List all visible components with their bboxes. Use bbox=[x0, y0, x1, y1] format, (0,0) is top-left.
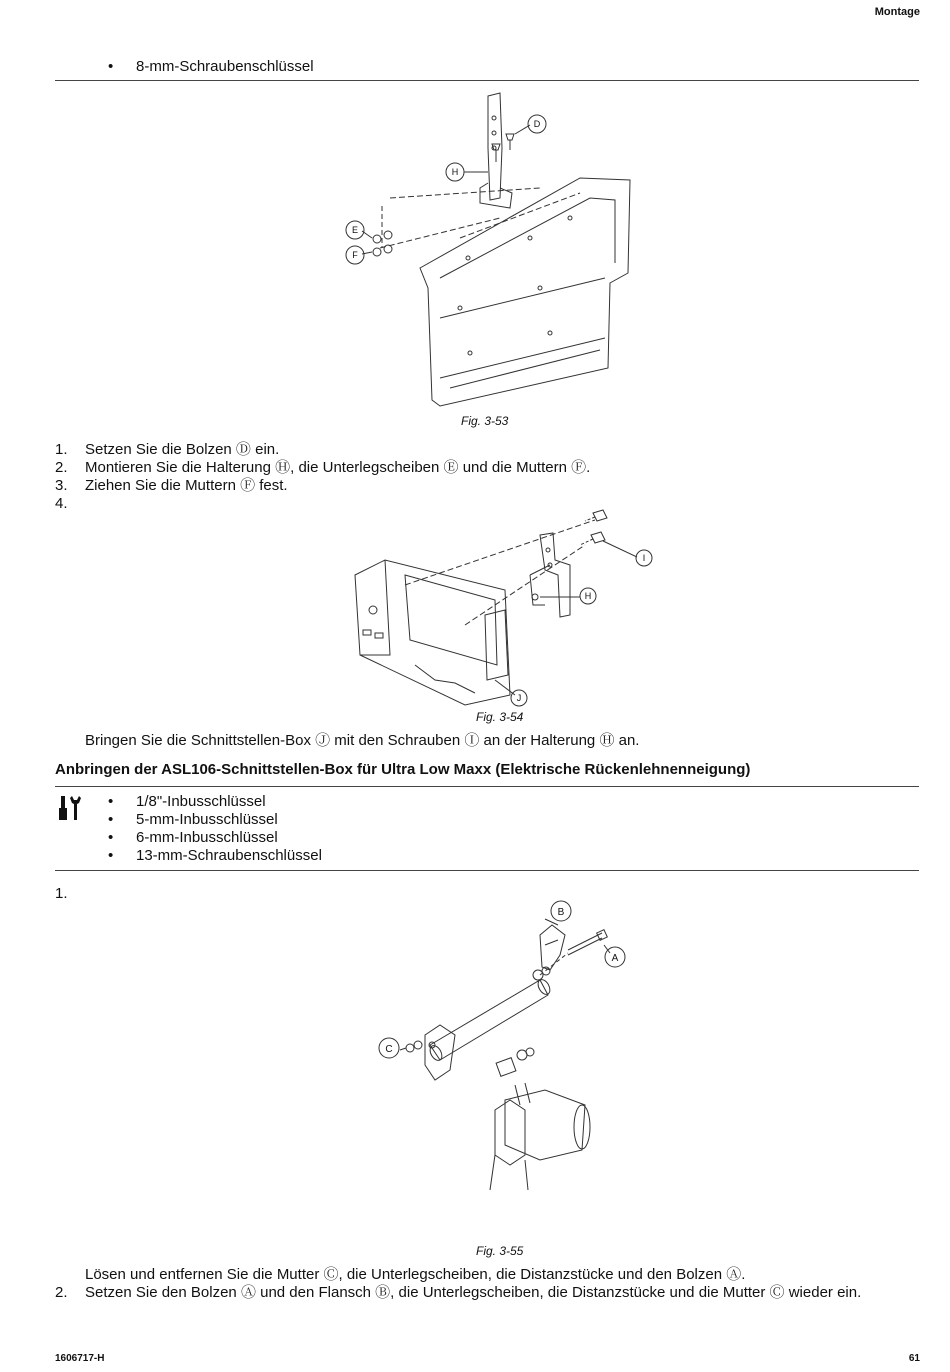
callout-h: H bbox=[584, 591, 592, 601]
section-heading: Anbringen der ASL106-Schnittstellen-Box für Ultra Low Maxx (Elektrische Rückenlehnenneigung) bbox=[55, 761, 751, 778]
list-item: 2. Setzen Sie den Bolzen Ⓐ und den Flansch Ⓑ, die Unterlegscheiben, die Distanzstücke und die Mutter Ⓒ wieder ein. bbox=[55, 1284, 862, 1301]
tool-item: • 1/8"-Inbusschlüssel bbox=[108, 793, 266, 810]
callout-d: D bbox=[533, 119, 541, 129]
tool-item: • 6-mm-Inbusschlüssel bbox=[108, 829, 278, 846]
tool-item: • 8-mm-Schraubenschlüssel bbox=[108, 58, 314, 75]
figure-3-55 bbox=[370, 895, 650, 1195]
running-header: Montage bbox=[874, 6, 920, 18]
figure-3-54 bbox=[345, 505, 665, 710]
tools-icon bbox=[58, 794, 84, 822]
tool-item: • 5-mm-Inbusschlüssel bbox=[108, 811, 278, 828]
list-item: 1. Setzen Sie die Bolzen Ⓓ ein. bbox=[55, 441, 280, 458]
step-text: Lösen und entfernen Sie die Mutter Ⓒ, die Unterlegscheiben, die Distanzstücke und den Bolzen Ⓐ. bbox=[85, 1266, 746, 1283]
callout-f: F bbox=[352, 250, 358, 260]
page-number: 61 bbox=[908, 1353, 920, 1364]
figure-caption: Fig. 3-54 bbox=[476, 710, 524, 724]
tool-item: • 13-mm-Schraubenschlüssel bbox=[108, 847, 322, 864]
divider bbox=[55, 870, 919, 871]
figure-caption: Fig. 3-55 bbox=[476, 1244, 524, 1258]
divider bbox=[55, 80, 919, 81]
list-item: 4. bbox=[55, 495, 68, 512]
callout-e: E bbox=[351, 225, 359, 235]
list-item: 3. Ziehen Sie die Muttern Ⓕ fest. bbox=[55, 477, 288, 494]
step-text: Bringen Sie die Schnittstellen-Box Ⓙ mit den Schrauben Ⓘ an der Halterung Ⓗ an. bbox=[85, 732, 640, 749]
list-item: 2. Montieren Sie die Halterung Ⓗ, die Unterlegscheiben Ⓔ und die Muttern Ⓕ. bbox=[55, 459, 591, 476]
document-number: 1606717-H bbox=[55, 1353, 105, 1364]
figure-3-53 bbox=[340, 88, 640, 413]
callout-h: H bbox=[451, 167, 459, 177]
list-item: 1. bbox=[55, 885, 68, 902]
divider bbox=[55, 786, 919, 787]
callout-b: B bbox=[557, 907, 565, 918]
callout-c: C bbox=[385, 1044, 393, 1055]
figure-caption: Fig. 3-53 bbox=[461, 414, 509, 428]
callout-a: A bbox=[611, 953, 619, 964]
callout-i: I bbox=[642, 553, 646, 563]
callout-j: J bbox=[516, 693, 522, 703]
